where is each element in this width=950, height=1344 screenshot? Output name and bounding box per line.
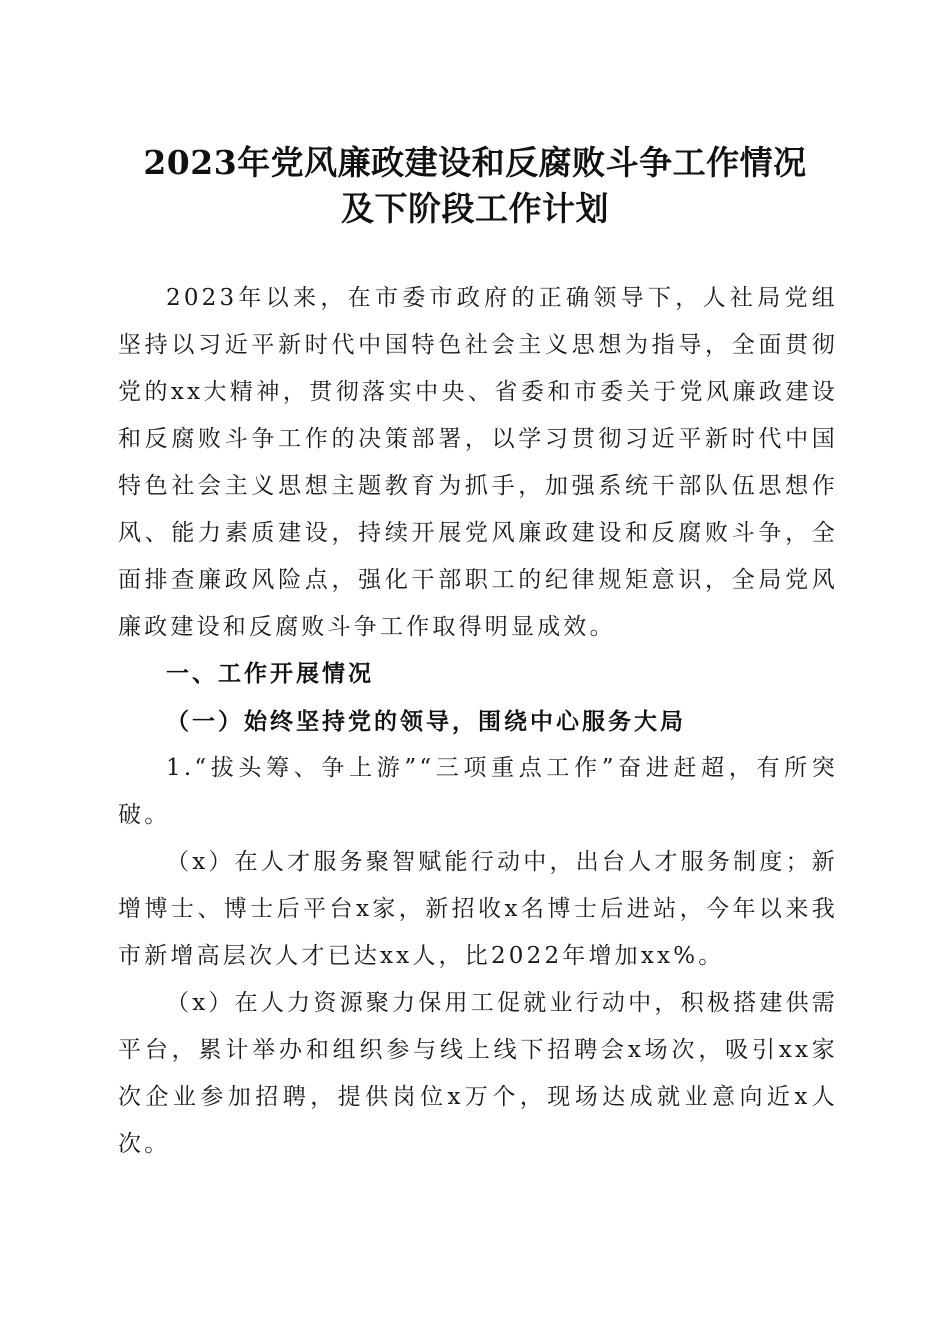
intro-paragraph: 2023年以来，在市委市政府的正确领导下，人社局党组坚持以习近平新时代中国特色社会主义思想为指导，全面贯彻党的xx大精神，贯彻落实中央、省委和市委关于党风廉政建设和反腐败斗争工作的决策部署，以学习贯彻习近平新时代中国特色社会主义思想主题教育为抓手，加强系统干部队伍思想作风、能力素质建设，持续开展党风廉政建设和反腐败斗争，全面排查廉政风险点，强化干部职工的纪律规矩意识，全局党风廉政建设和反腐败斗争工作取得明显成效。 [118, 285, 838, 640]
document-title [0, 140, 950, 232]
item-paragraph: 1.“拔头筹、争上游”“三项重点工作”奋进赶超，有所突破。 [118, 755, 838, 828]
item-detail-paragraph: （x）在人才服务聚智赋能行动中，出台人才服务制度；新增博士、博士后平台x家，新招收x名博士后进站，今年以来我市新增高层次人才已达xx人，比2022年增加xx%。 [118, 849, 838, 969]
title-line-2: 及下阶段工作计划 [341, 189, 609, 228]
item-detail-paragraph: （x）在人力资源聚力保用工促就业行动中，积极搭建供需平台，累计举办和组织参与线上线下招聘会x场次，吸引xx家次企业参加招聘，提供岗位x万个，现场达成就业意向近x人次。 [118, 990, 838, 1157]
title-line-1: 2023年党风廉政建设和反腐败斗争工作情况 [143, 143, 807, 182]
subsection-heading: （一）始终坚持党的领导，围绕中心服务大局 [166, 708, 686, 735]
document-body [118, 275, 838, 1168]
section-heading: 一、工作开展情况 [166, 661, 374, 687]
